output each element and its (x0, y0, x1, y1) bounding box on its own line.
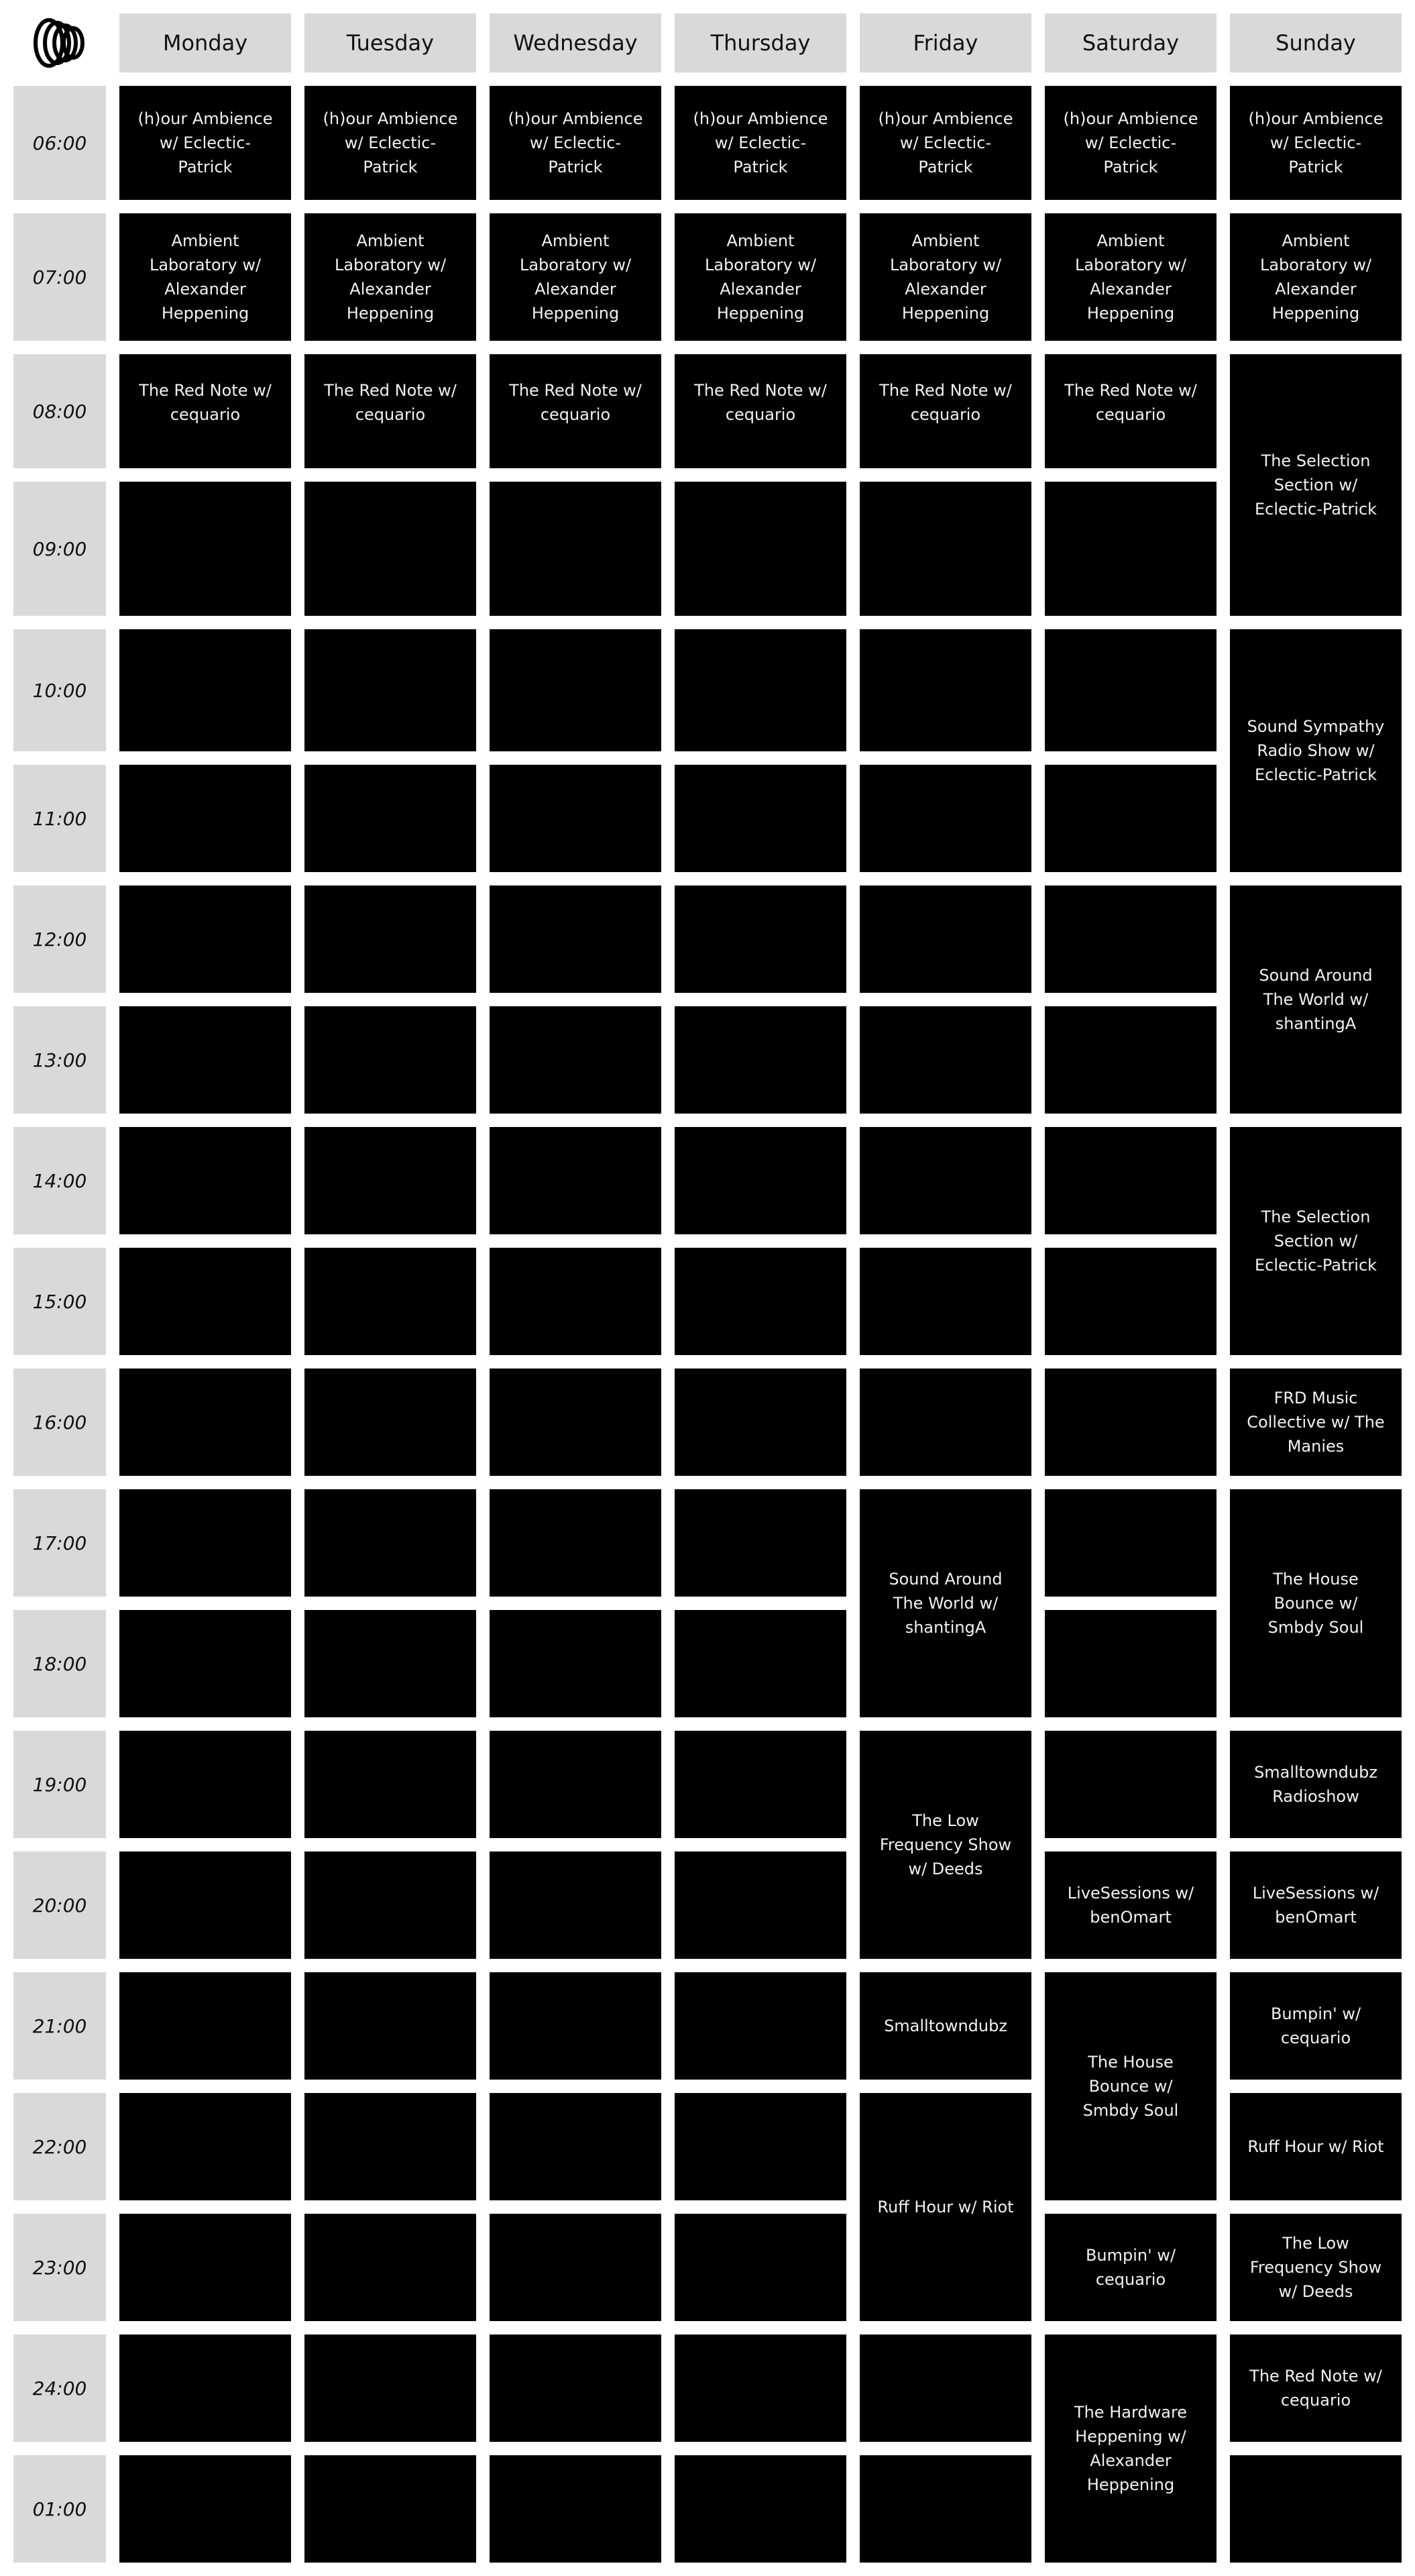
empty-slot (1045, 1006, 1216, 1114)
empty-slot (304, 765, 476, 872)
empty-slot (490, 2214, 661, 2321)
empty-slot (119, 482, 291, 616)
day-header-tuesday: Tuesday (304, 13, 476, 72)
time-label: 22:00 (13, 2093, 106, 2200)
time-label: 13:00 (13, 1006, 106, 1114)
empty-slot (490, 482, 661, 616)
empty-slot (490, 1006, 661, 1114)
show-block[interactable]: (h)our Ambience w/ Eclectic-Patrick (1045, 86, 1216, 200)
empty-slot (860, 2455, 1031, 2563)
empty-slot (675, 765, 846, 872)
show-block[interactable]: Ambient Laboratory w/ Alexander Heppening (860, 213, 1031, 341)
empty-slot (675, 1489, 846, 1597)
empty-slot (119, 765, 291, 872)
time-label: 20:00 (13, 1851, 106, 1959)
show-block[interactable]: The Red Note w/ cequario (675, 354, 846, 468)
show-block[interactable]: The Red Note w/ cequario (304, 354, 476, 468)
time-label: 17:00 (13, 1489, 106, 1597)
empty-slot (490, 2455, 661, 2563)
empty-slot (860, 1127, 1031, 1234)
empty-slot (675, 2093, 846, 2200)
empty-slot (675, 1006, 846, 1114)
time-label: 11:00 (13, 765, 106, 872)
time-label: 09:00 (13, 482, 106, 616)
empty-slot (119, 2455, 291, 2563)
empty-slot (860, 1368, 1031, 1476)
empty-slot (1045, 1489, 1216, 1597)
show-block[interactable]: Bumpin' w/ cequario (1045, 2214, 1216, 2321)
empty-slot (119, 1006, 291, 1114)
empty-slot (304, 1851, 476, 1959)
empty-slot (304, 885, 476, 993)
logo (13, 13, 106, 72)
empty-slot (490, 1972, 661, 2080)
empty-slot (490, 2093, 661, 2200)
empty-slot (675, 1610, 846, 1717)
empty-slot (860, 1006, 1031, 1114)
empty-slot (119, 2214, 291, 2321)
empty-slot (1045, 629, 1216, 751)
empty-slot (675, 1851, 846, 1959)
show-block[interactable]: Ambient Laboratory w/ Alexander Heppening (304, 213, 476, 341)
empty-slot (304, 2455, 476, 2563)
empty-slot (675, 2334, 846, 2442)
time-label: 10:00 (13, 629, 106, 751)
empty-slot (675, 885, 846, 993)
empty-slot (490, 629, 661, 751)
day-header-sunday: Sunday (1230, 13, 1402, 72)
empty-slot (675, 1127, 846, 1234)
time-label: 06:00 (13, 86, 106, 200)
time-label: 15:00 (13, 1248, 106, 1355)
empty-slot (490, 885, 661, 993)
show-block[interactable]: The House Bounce w/ Smbdy Soul (1045, 1972, 1216, 2200)
show-block[interactable]: Sound Around The World w/ shantingA (860, 1489, 1031, 1717)
empty-slot (304, 2334, 476, 2442)
empty-slot (490, 1248, 661, 1355)
empty-slot (304, 629, 476, 751)
show-block[interactable]: Ambient Laboratory w/ Alexander Heppening (119, 213, 291, 341)
time-label: 23:00 (13, 2214, 106, 2321)
day-header-monday: Monday (119, 13, 291, 72)
show-block[interactable]: The House Bounce w/ Smbdy Soul (1230, 1489, 1402, 1717)
empty-slot (119, 1610, 291, 1717)
empty-slot (304, 2093, 476, 2200)
empty-slot (304, 1127, 476, 1234)
show-block[interactable]: The Selection Section w/ Eclectic-Patrick (1230, 354, 1402, 616)
empty-slot (675, 2214, 846, 2321)
time-label: 19:00 (13, 1731, 106, 1838)
show-block[interactable]: Ambient Laboratory w/ Alexander Heppening (1045, 213, 1216, 341)
empty-slot (119, 629, 291, 751)
empty-slot (119, 1368, 291, 1476)
show-block[interactable]: Ambient Laboratory w/ Alexander Heppening (490, 213, 661, 341)
show-block[interactable]: The Selection Section w/ Eclectic-Patrick (1230, 1127, 1402, 1355)
empty-slot (675, 482, 846, 616)
empty-slot (304, 1248, 476, 1355)
empty-slot (119, 885, 291, 993)
time-label: 21:00 (13, 1972, 106, 2080)
empty-slot (119, 1972, 291, 2080)
empty-slot (490, 1731, 661, 1838)
show-block[interactable]: The Red Note w/ cequario (1045, 354, 1216, 468)
empty-slot (1045, 765, 1216, 872)
show-block[interactable]: (h)our Ambience w/ Eclectic-Patrick (490, 86, 661, 200)
show-block[interactable]: Ambient Laboratory w/ Alexander Heppening (1230, 213, 1402, 341)
empty-slot (490, 765, 661, 872)
show-block[interactable]: LiveSessions w/ benOmart (1230, 1851, 1402, 1959)
empty-slot (490, 1368, 661, 1476)
empty-slot (490, 1127, 661, 1234)
show-block[interactable]: Smalltowndubz Radioshow (1230, 1731, 1402, 1838)
empty-slot (1045, 1248, 1216, 1355)
empty-slot (304, 1610, 476, 1717)
empty-slot (1045, 1610, 1216, 1717)
empty-slot (304, 1731, 476, 1838)
day-header-thursday: Thursday (675, 13, 846, 72)
show-block[interactable]: Sound Sympathy Radio Show w/ Eclectic-Patrick (1230, 629, 1402, 872)
show-block[interactable]: The Hardware Heppening w/ Alexander Heppening (1045, 2334, 1216, 2563)
day-header-saturday: Saturday (1045, 13, 1216, 72)
empty-slot (304, 1368, 476, 1476)
time-label: 01:00 (13, 2455, 106, 2563)
empty-slot (1045, 1368, 1216, 1476)
empty-slot (490, 1489, 661, 1597)
time-label: 14:00 (13, 1127, 106, 1234)
empty-slot (675, 1368, 846, 1476)
empty-slot (675, 1972, 846, 2080)
show-block[interactable]: Sound Around The World w/ shantingA (1230, 885, 1402, 1114)
empty-slot (1045, 482, 1216, 616)
empty-slot (1045, 885, 1216, 993)
station-logo-icon (32, 16, 88, 70)
show-block[interactable]: The Red Note w/ cequario (119, 354, 291, 468)
show-block[interactable]: The Red Note w/ cequario (1230, 2334, 1402, 2442)
show-block[interactable]: FRD Music Collective w/ The Manies (1230, 1368, 1402, 1476)
empty-slot (860, 765, 1031, 872)
show-block[interactable]: Bumpin' w/ cequario (1230, 1972, 1402, 2080)
show-block[interactable]: (h)our Ambience w/ Eclectic-Patrick (119, 86, 291, 200)
show-block[interactable]: (h)our Ambience w/ Eclectic-Patrick (304, 86, 476, 200)
empty-slot (1045, 1731, 1216, 1838)
empty-slot (304, 1006, 476, 1114)
empty-slot (675, 629, 846, 751)
empty-slot (119, 1731, 291, 1838)
empty-slot (119, 2093, 291, 2200)
show-block[interactable]: The Red Note w/ cequario (490, 354, 661, 468)
empty-slot (119, 1851, 291, 1959)
empty-slot (675, 2455, 846, 2563)
empty-slot (490, 2334, 661, 2442)
show-block[interactable]: Ruff Hour w/ Riot (860, 2093, 1031, 2321)
time-label: 07:00 (13, 213, 106, 341)
show-block[interactable]: Ambient Laboratory w/ Alexander Heppening (675, 213, 846, 341)
empty-slot (675, 1731, 846, 1838)
show-block[interactable]: Ruff Hour w/ Riot (1230, 2093, 1402, 2200)
show-block[interactable]: (h)our Ambience w/ Eclectic-Patrick (860, 86, 1031, 200)
time-label: 08:00 (13, 354, 106, 468)
empty-slot (490, 1610, 661, 1717)
empty-slot (304, 2214, 476, 2321)
empty-slot (860, 885, 1031, 993)
empty-slot (119, 1127, 291, 1234)
empty-slot (1045, 1127, 1216, 1234)
empty-slot (860, 1248, 1031, 1355)
show-block[interactable]: The Low Frequency Show w/ Deeds (1230, 2214, 1402, 2321)
show-block[interactable]: (h)our Ambience w/ Eclectic-Patrick (675, 86, 846, 200)
show-block[interactable]: Smalltowndubz (860, 1972, 1031, 2080)
empty-slot (119, 1489, 291, 1597)
empty-slot (1230, 2455, 1402, 2563)
day-header-friday: Friday (860, 13, 1031, 72)
show-block[interactable]: LiveSessions w/ benOmart (1045, 1851, 1216, 1959)
empty-slot (860, 482, 1031, 616)
empty-slot (490, 1851, 661, 1959)
show-block[interactable]: (h)our Ambience w/ Eclectic-Patrick (1230, 86, 1402, 200)
time-label: 16:00 (13, 1368, 106, 1476)
empty-slot (119, 2334, 291, 2442)
empty-slot (860, 629, 1031, 751)
empty-slot (304, 482, 476, 616)
show-block[interactable]: The Red Note w/ cequario (860, 354, 1031, 468)
show-block[interactable]: The Low Frequency Show w/ Deeds (860, 1731, 1031, 1959)
time-label: 18:00 (13, 1610, 106, 1717)
time-label: 24:00 (13, 2334, 106, 2442)
empty-slot (304, 1489, 476, 1597)
empty-slot (304, 1972, 476, 2080)
empty-slot (860, 2334, 1031, 2442)
time-label: 12:00 (13, 885, 106, 993)
empty-slot (119, 1248, 291, 1355)
day-header-wednesday: Wednesday (490, 13, 661, 72)
empty-slot (675, 1248, 846, 1355)
